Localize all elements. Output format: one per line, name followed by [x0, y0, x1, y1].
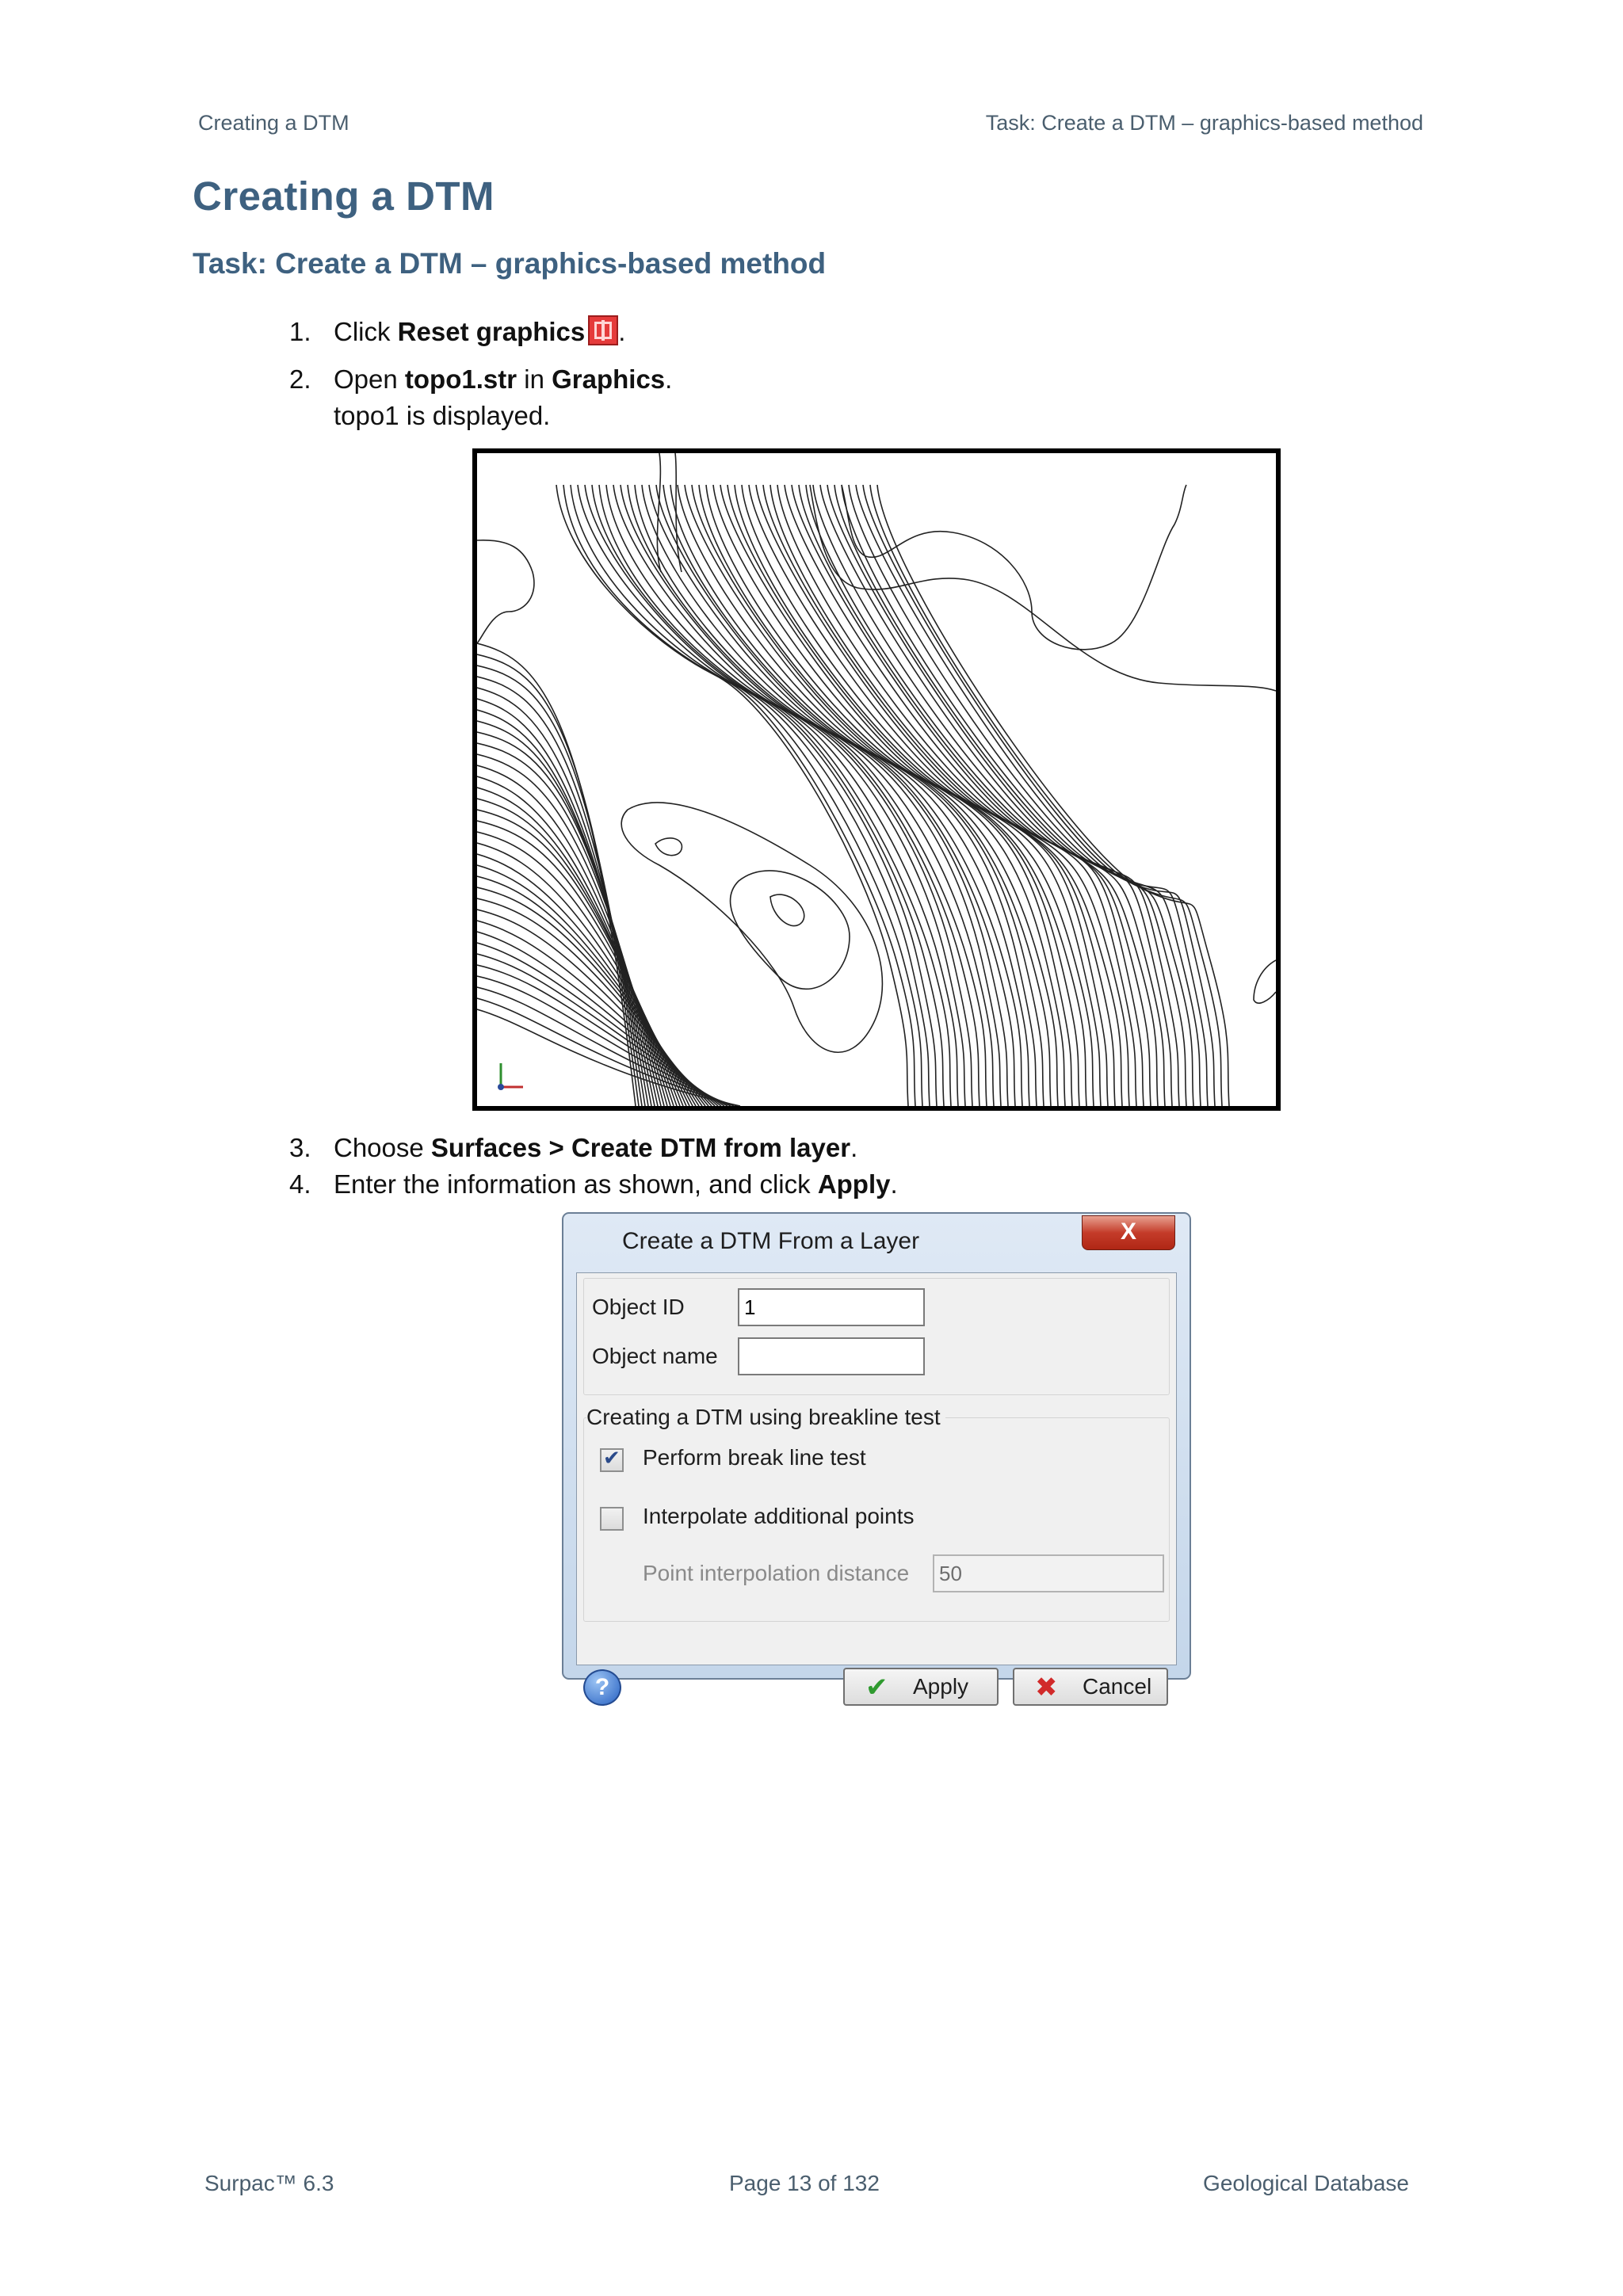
- step-number: 3.: [289, 1133, 311, 1162]
- contour-line: [1254, 960, 1276, 1003]
- task-heading: Task: Create a DTM – graphics-based method: [193, 247, 827, 280]
- contour-line: [770, 894, 804, 926]
- contour-line: [477, 965, 727, 1106]
- contour-line: [877, 485, 1229, 1106]
- page-title: Creating a DTM: [193, 174, 495, 219]
- contour-line: [749, 485, 1101, 1106]
- step-2: 2. Open topo1.str in Graphics.: [289, 364, 673, 394]
- distance-input[interactable]: 50: [933, 1554, 1164, 1592]
- close-icon: X: [1120, 1219, 1136, 1245]
- step-emphasis: topo1.str: [404, 364, 517, 394]
- contour-line: [742, 485, 1094, 1106]
- contour-line: [785, 485, 1136, 1106]
- apply-button[interactable]: ✔ Apply: [843, 1668, 999, 1706]
- perform-break-line-label: Perform break line test: [643, 1445, 866, 1470]
- cross-icon: ✖: [1035, 1672, 1058, 1703]
- help-icon: ?: [594, 1674, 610, 1700]
- contour-line: [635, 485, 987, 1106]
- contour-line: [820, 485, 1172, 1106]
- dialog-title: Create a DTM From a Layer: [622, 1228, 920, 1254]
- interpolate-checkbox[interactable]: [600, 1507, 624, 1531]
- step-emphasis: Surfaces > Create DTM from layer: [430, 1133, 851, 1162]
- axis-triad-icon: [498, 1063, 523, 1090]
- contour-line: [477, 540, 534, 643]
- interpolate-label: Interpolate additional points: [643, 1504, 915, 1528]
- footer-right: Geological Database: [1203, 2171, 1409, 2195]
- close-button[interactable]: [1082, 1215, 1175, 1250]
- contour-line: [870, 485, 1222, 1106]
- contour-line: [727, 485, 1079, 1106]
- contour-line: [731, 871, 850, 989]
- contour-line: [834, 485, 1186, 1106]
- step-emphasis: Apply: [817, 1169, 891, 1199]
- object-id-label: Object ID: [592, 1295, 685, 1319]
- page-number: Page 13 of 132: [729, 2171, 880, 2195]
- running-header-left: Creating a DTM: [198, 111, 349, 135]
- breakline-group-title: Creating a DTM using breakline test: [586, 1405, 945, 1430]
- create-dtm-dialog: [562, 1212, 1191, 1703]
- contour-map: [477, 453, 1276, 1106]
- object-name-input[interactable]: [738, 1337, 925, 1375]
- contour-line: [477, 643, 636, 1106]
- contour-line: [692, 485, 1044, 1106]
- cancel-button[interactable]: ✖ Cancel: [1013, 1668, 1168, 1706]
- checkmark-icon: ✔: [865, 1672, 888, 1703]
- step-emphasis: Reset graphics: [397, 317, 586, 346]
- contour-line: [720, 485, 1072, 1106]
- object-group: [583, 1278, 1170, 1395]
- help-button[interactable]: [583, 1669, 621, 1706]
- step-1: 1. Click Reset graphics .: [289, 317, 626, 346]
- running-header-right: Task: Create a DTM – graphics-based method: [985, 111, 1423, 135]
- step-emphasis: Graphics: [552, 364, 666, 394]
- step-4: 4. Enter the information as shown, and click Apply.: [289, 1169, 898, 1199]
- contour-line: [477, 666, 642, 1106]
- contour-line: [756, 485, 1108, 1106]
- contour-line: [810, 485, 1276, 691]
- breakline-group: [583, 1417, 1170, 1622]
- step-2-note: topo1 is displayed.: [334, 401, 551, 430]
- step-3: 3. Choose Surfaces > Create DTM from layer.: [289, 1133, 858, 1162]
- contour-line: [655, 838, 682, 856]
- reset-graphics-icon: [588, 315, 618, 345]
- dialog-body: [576, 1272, 1177, 1703]
- distance-label: Point interpolation distance: [643, 1561, 910, 1585]
- object-id-input[interactable]: 1: [738, 1288, 925, 1326]
- object-name-label: Object name: [592, 1344, 718, 1368]
- contour-line: [685, 485, 1037, 1106]
- step-number: 2.: [289, 364, 311, 394]
- contour-line: [792, 485, 1144, 1106]
- footer-left: Surpac™ 6.3: [204, 2171, 334, 2195]
- contour-line: [706, 485, 1058, 1106]
- perform-break-line-checkbox[interactable]: [600, 1448, 624, 1472]
- step-number: 1.: [289, 317, 311, 346]
- topo1-contour-view: [472, 448, 1281, 1111]
- step-number: 4.: [289, 1169, 311, 1199]
